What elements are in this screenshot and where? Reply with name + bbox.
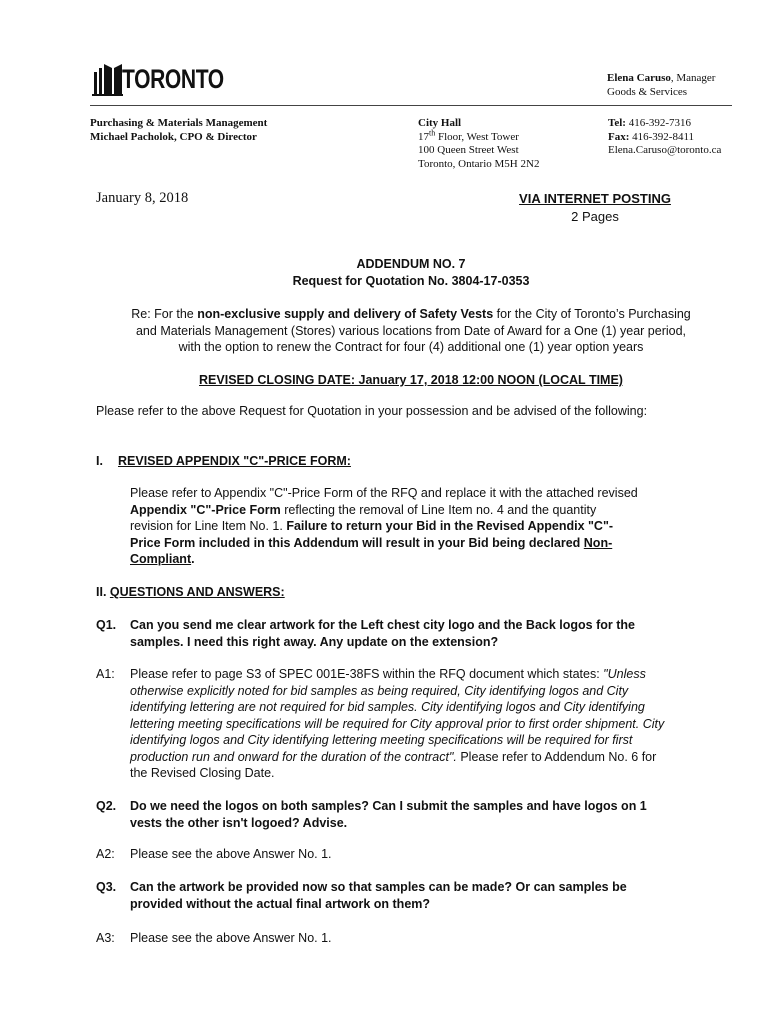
dept-line-2: Michael Pacholok, CPO & Director [90, 130, 257, 143]
posting-block [470, 190, 720, 226]
posting-label: VIA INTERNET POSTING [519, 191, 671, 206]
answer-3: A3: Please see the above Answer No. 1. [96, 931, 332, 945]
page-count: 2 Pages [571, 209, 619, 224]
address-line-2: 17th Floor, West Tower [418, 127, 519, 143]
tel-line: Tel: 416-392-7316 [608, 117, 692, 129]
answer-1: A1: Please refer to page S3 of SPEC 001E-38FS within the RFQ document which states: "Unless otherwise explicitly noted for bid samples as being required, City identifying logos and City identifying lettering are not required for bid samples. City identifying logos and City identifying lettering meeting specifications will be required for City approval prior to first order shipment. City identifying logos and City identifying lettering meeting specifications will be required for first production run and onward for the duration of the contract". Please refer to Addendum No. 6 for the Revised Closing Date. [96, 667, 665, 780]
address-block [418, 117, 539, 171]
dept-line-1: Purchasing & Materials Management [90, 117, 268, 129]
fax-line: Fax: 416-392-8411 [608, 130, 695, 143]
intro-paragraph: Please refer to the above Request for Quotation in your possession and be advised of the following: [96, 404, 648, 418]
address-line-3: 100 Queen Street West [418, 144, 519, 156]
department-block [90, 117, 267, 144]
re-paragraph: Re: For the non-exclusive supply and delivery of Safety Vests for the City of Toronto’s Purchasing and Materials Management (Stores) various locations from Date of Award for a One (1) year period, with the option to renew the Contract for four (4) additional one (1) year option years [131, 307, 691, 354]
question-3: Q3. Can the artwork be provided now so that samples can be made? Or can samples be provided without the actual final artwork on them? [96, 880, 627, 911]
rfq-number: Request for Quotation No. 3804-17-0353 [292, 273, 530, 288]
re-subject: non-exclusive supply and delivery of Safety Vests [197, 307, 494, 321]
addendum-title: ADDENDUM NO. 7 [356, 257, 466, 271]
address-line-1: City Hall [418, 117, 462, 129]
answer-2: A2: Please see the above Answer No. 1. [96, 847, 332, 861]
question-2: Q2. Do we need the logos on both samples? Can I submit the samples and have logos on 1 vests the other isn't logoed? Advise. [96, 799, 647, 830]
question-1: Q1. Can you send me clear artwork for the Left chest city logo and the Back logos for the samples. I need this right away. Any update on the extension? [96, 618, 635, 649]
header-divider [90, 105, 732, 106]
document-date: January 8, 2018 [96, 190, 189, 206]
manager-title: , Manager [670, 72, 716, 84]
section-1-body: Please refer to Appendix "C"-Price Form of the RFQ and replace it with the attached revised Appendix "C"-Price Form reflecting the removal of Line Item no. 4 and the quantity revision for Line Item No. 1. Failure to return your Bid in the Revised Appendix "C"- Price Form included in this Addendum will result in your Bid being declared Non- Compliant. [130, 486, 638, 566]
address-line-4: Toronto, Ontario M5H 2N2 [418, 157, 540, 170]
toronto-wordmark: TORONTO [122, 64, 224, 94]
manager-name: Elena Caruso [607, 72, 671, 84]
manager-unit: Goods & Services [607, 85, 688, 98]
contact-block [608, 117, 721, 158]
section-1-heading: I. REVISED APPENDIX "C"-PRICE FORM: [96, 454, 351, 468]
manager-block [607, 72, 715, 99]
addendum-heading [90, 256, 732, 289]
section-2-heading: II. QUESTIONS AND ANSWERS: [96, 585, 285, 599]
revised-closing-date: REVISED CLOSING DATE: January 17, 2018 12:00 NOON (LOCAL TIME) [199, 373, 623, 387]
email-link[interactable]: Elena.Caruso@toronto.ca [608, 144, 722, 156]
